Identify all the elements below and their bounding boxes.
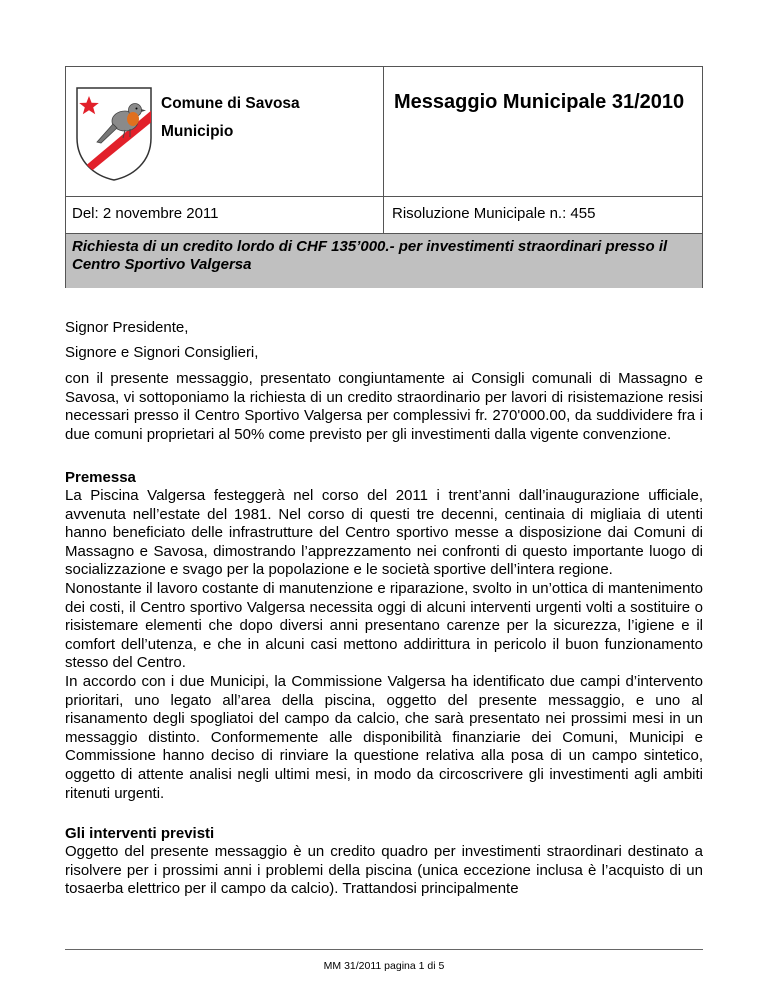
intro-paragraph: con il presente messaggio, presentato congiuntamente ai Consigli comunali di Massagno e Savosa, vi sottoponiamo la richiesta di un credito straordinario per lavori di risistemazione resisi necessari presso il Centro Sportivo Valgersa per complessivi fr. 270'000.00, da suddividere fra i due comuni proprietari al 50% come previsto per gli investimenti dalla vigente convenzione. (65, 370, 703, 443)
message-title: Messaggio Municipale 31/2010 (394, 91, 685, 113)
resolution-number: Risoluzione Municipale n.: 455 (392, 205, 596, 222)
premessa-paragraph-2: Nonostante il lavoro costante di manutenzione e riparazione, svolto in un’ottica di mantenimento dei costi, il Centro sportivo Valgersa necessita oggi di alcuni interventi urgenti volti a sostituire o risistemare elementi che dopo diversi anni presentano carenze per la sicurezza, l’igiene e il comfort dell’utenza, e che in alcuni casi mettono addirittura in pericolo il buon funzionamento stesso del Centro. (65, 579, 703, 672)
message-date: Del: 2 novembre 2011 (72, 205, 219, 222)
municipality-name: Comune di Savosa (161, 95, 300, 112)
footer-divider (65, 949, 703, 950)
premessa-paragraph-1: La Piscina Valgersa festeggerà nel corso del 2011 i trent’anni dall’inaugurazione ufficiale, avvenuta nell’estate del 1981. Nel corso di questi tre decenni, centinaia di migliaia di utenti hanno beneficiato delle infrastrutture del Centro sportivo messe a disposizione dai Comuni di Massagno e Savosa, dimostrando l’apprezzamento nei confronti di questo importante luogo di socializzazione e svago per la popolazione e le società sportive dell’intera regione. (65, 487, 703, 579)
page-footer: MM 31/2011 pagina 1 di 5 (323, 960, 445, 972)
premessa-paragraph-3: In accordo con i due Municipi, la Commissione Valgersa ha identificato due campi d’intervento prioritari, uno legato all’area della piscina, oggetto del presente messaggio, e uno al risanamento degli spogliatoi del campo da calcio, che sarà presentato nei prossimi mesi in un messaggio distinto. Conformemente alle disponibilità finanziarie dei Comuni, Municipi e Commissione hanno deciso di rinviare la questione relativa alla posa di un campo sintetico, oggetto di attente analisi negli ultimi mesi, in modo da circoscrivere gli investimenti agli ambiti ritenuti urgenti. (65, 672, 703, 802)
interventi-paragraph-1: Oggetto del presente messaggio è un credito quadro per investimenti straordinari destinato a risolvere per i prossimi anni i problemi della piscina (unica eccezione inclusa è l’acquisto di un tosaerba elettrico per il campo da calcio). Trattandosi principalmente (65, 843, 703, 898)
subject-text: Richiesta di un credito lordo di CHF 135’000.- per investimenti straordinari presso il Centro Sportivo Valgersa (72, 238, 668, 273)
salutation-councillors: Signore e Signori Consiglieri, (65, 344, 259, 361)
coat-of-arms-icon (75, 86, 153, 182)
section-heading-premessa: Premessa (65, 469, 136, 486)
header-table (65, 66, 703, 288)
premessa-section (65, 487, 703, 803)
section-heading-interventi: Gli interventi previsti (65, 825, 215, 842)
office-name: Municipio (161, 123, 234, 140)
salutation-president: Signor Presidente, (65, 319, 189, 336)
